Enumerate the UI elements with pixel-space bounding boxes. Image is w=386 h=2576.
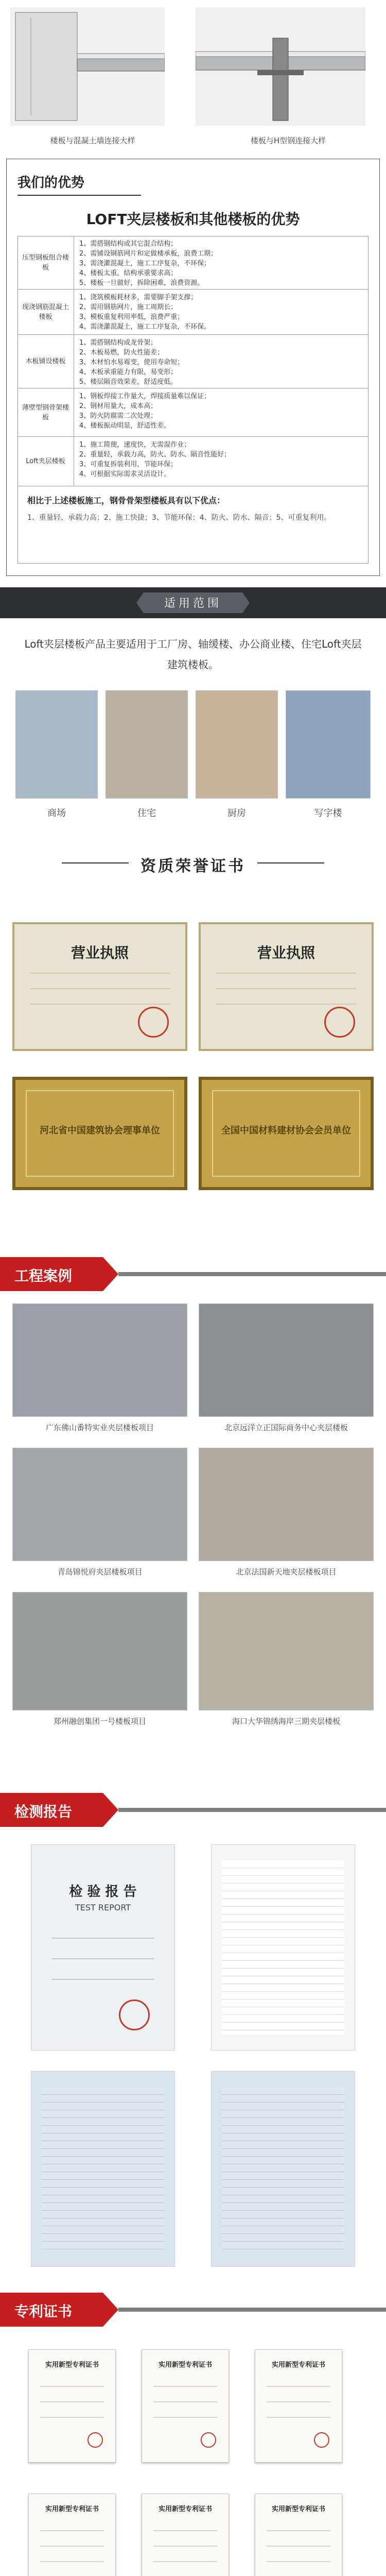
case-label: 青岛锦悦府夹层楼板项目 — [57, 1567, 143, 1577]
row-line: 1、需搭钢结构或其它混合结构； — [79, 240, 178, 248]
patent-banner — [0, 2293, 386, 2327]
report-page — [31, 2071, 175, 2267]
row-line: 4、可根据实际需求灵活设计。 — [79, 470, 171, 478]
row-line: 2、钢材用量大，成本高； — [79, 402, 157, 410]
scope-label: 住宅 — [137, 808, 156, 819]
case-image — [199, 1592, 374, 1710]
row-line: 1、施工简便，速度快，无需湿作业； — [79, 441, 191, 449]
plaque-text: 全国中国材料建材协会会员单位 — [221, 1125, 351, 1136]
report-text-block — [222, 2087, 344, 2251]
summary-box — [17, 486, 369, 564]
report-title: 检 验 报 告 — [69, 1884, 137, 1900]
license-cert-2 — [199, 922, 374, 1051]
case-image — [199, 1303, 374, 1417]
report-cover — [31, 1844, 175, 2050]
honor-section — [0, 922, 386, 1252]
row-key: 薄壁型钢骨架楼板 — [17, 388, 74, 436]
patent-line — [267, 2546, 330, 2547]
patent-section — [0, 2293, 386, 2576]
honor-banner — [0, 845, 386, 881]
patent-line — [40, 2417, 104, 2418]
row-line: 2、重量轻，承载力高，防火、防水、隔音性能好； — [79, 451, 231, 459]
row-line: 5、楼层隔音效果差，舒适度低。 — [79, 378, 178, 386]
patent-cert — [255, 2349, 342, 2463]
row-line: 3、需浇灌混凝土，施工工序复杂，不环保； — [79, 260, 211, 267]
patent-line — [267, 2530, 330, 2531]
summary-title: 相比于上述楼板施工，钢骨骨架型楼板具有以下优点： — [27, 496, 225, 505]
row-value — [74, 290, 369, 334]
patent-line — [267, 2401, 330, 2402]
table-row — [17, 437, 369, 486]
advantage-section — [0, 159, 386, 581]
row-key: 现浇钢筋混凝土楼板 — [17, 290, 74, 334]
patent-line — [267, 2386, 330, 2387]
report-page — [211, 1844, 355, 2050]
row-value — [74, 437, 369, 486]
cert-line — [30, 1004, 170, 1005]
honor-banner-text: 资质荣誉证书 — [141, 857, 245, 875]
patent-line — [153, 2417, 217, 2418]
plaque-2 — [199, 1077, 374, 1190]
table-row — [17, 236, 369, 290]
patent-title: 实用新型专利证书 — [158, 2361, 212, 2369]
patent-title: 实用新型专利证书 — [271, 2361, 325, 2369]
row-line: 3、可重复拆装利用，节能环保； — [79, 461, 178, 468]
scope-image-kitchen — [196, 690, 278, 799]
row-value — [74, 236, 369, 289]
patent-banner-text: 专利证书 — [14, 2303, 73, 2320]
report-banner-text: 检测报告 — [14, 1803, 73, 1820]
case-label: 北京远洋立正国际商务中心夹层楼板 — [224, 1423, 348, 1432]
row-key: 压型钢板组合楼板 — [17, 236, 74, 289]
report-text-block — [222, 1860, 344, 2035]
row-key: Loft夹层楼板 — [17, 437, 74, 486]
case-image — [12, 1592, 187, 1710]
cases-section — [0, 1257, 386, 1783]
scope-text: Loft夹层楼板产品主要适用于工厂房、轴缓楼、办公商业楼、住宅Loft夹层建筑楼板。 — [24, 638, 362, 671]
patent-cert — [142, 2494, 229, 2576]
cert-line — [216, 973, 356, 974]
banner-bar — [118, 1272, 386, 1276]
summary-text: 1、重量轻、承载力高；2、施工快捷；3、节能环保；4、防火、防水、隔音；5、可重复利用。 — [27, 514, 331, 522]
plaque-1 — [12, 1077, 187, 1190]
cert-line — [216, 1004, 356, 1005]
cert-title: 营业执照 — [257, 944, 315, 961]
scope-section — [0, 587, 386, 917]
case-image — [12, 1303, 187, 1417]
advantage-heading: 我们的优势 — [17, 175, 85, 191]
case-image — [12, 1448, 187, 1561]
row-line: 4、楼板太重，结构承重要求高； — [79, 269, 178, 277]
report-section — [0, 1793, 386, 2287]
scope-image-office — [286, 690, 371, 799]
case-label: 郑州融创集团一号楼板项目 — [53, 1717, 146, 1726]
case-label: 北京法国新天地夹层楼板项目 — [236, 1567, 337, 1577]
patent-line — [153, 2530, 217, 2531]
scope-banner — [0, 587, 386, 618]
report-subtitle: TEST REPORT — [75, 1903, 131, 1912]
scope-label: 商场 — [47, 808, 66, 819]
row-line: 1、需搭钢结构或龙骨架； — [79, 339, 157, 347]
patent-line — [153, 2386, 217, 2387]
scope-banner-text: 适用范围 — [164, 597, 222, 610]
drawing-left — [10, 7, 165, 126]
cases-banner — [0, 1257, 386, 1291]
patent-line — [40, 2561, 104, 2562]
banner-bar — [118, 2308, 386, 2312]
scope-image-house — [106, 690, 188, 799]
report-line — [52, 1958, 154, 1959]
case-label: 广东佛山番特实业夹层楼板项目 — [45, 1423, 154, 1432]
cert-line — [216, 988, 356, 989]
scope-label: 写字楼 — [314, 808, 342, 819]
row-line: 2、需铺设钢筋网片和定做楼承板，浪费工期； — [79, 250, 218, 258]
report-page — [211, 2071, 355, 2267]
seal-icon — [138, 1007, 169, 1038]
patent-line — [40, 2386, 104, 2387]
patent-title: 实用新型专利证书 — [271, 2505, 325, 2513]
cert-title: 营业执照 — [71, 944, 129, 961]
table-row — [17, 290, 369, 335]
table-row — [17, 335, 369, 388]
cases-banner-text: 工程案例 — [14, 1267, 73, 1284]
caption-right: 楼板与H型钢连接大样 — [250, 136, 326, 145]
patent-line — [40, 2401, 104, 2402]
patent-cert — [255, 2494, 342, 2576]
patent-line — [267, 2417, 330, 2418]
plaque-text: 河北省中国建筑协会理事单位 — [40, 1125, 160, 1136]
patent-title: 实用新型专利证书 — [45, 2361, 99, 2369]
patent-title: 实用新型专利证书 — [45, 2505, 99, 2513]
seal-icon — [314, 2432, 329, 2448]
caption-left: 楼板与混凝土墙连接大样 — [50, 136, 135, 145]
patent-title: 实用新型专利证书 — [158, 2505, 212, 2513]
patent-line — [153, 2546, 217, 2547]
top-drawings — [0, 0, 386, 155]
row-line: 3、防火防腐需二次处理； — [79, 412, 157, 420]
row-value — [74, 335, 369, 388]
scope-image-mall — [15, 690, 98, 799]
row-line: 5、楼板一旦做好，拆除困难，浪费资源。 — [79, 279, 204, 287]
row-line: 1、钢板焊接工作量大，焊接质量难以保证； — [79, 393, 211, 400]
case-label: 海口大华锦绣海岸三期夹层楼板 — [232, 1717, 340, 1726]
table-row — [17, 388, 369, 437]
seal-icon — [119, 1999, 150, 2030]
cert-line — [30, 988, 170, 989]
heading-underline — [17, 195, 141, 196]
row-line: 4、木板承重能力有限，易变形； — [79, 368, 178, 376]
patent-cert — [142, 2349, 229, 2463]
license-cert-1 — [12, 922, 187, 1051]
patent-line — [40, 2546, 104, 2547]
case-image — [199, 1448, 374, 1561]
patent-line — [153, 2561, 217, 2562]
patent-cert — [28, 2349, 116, 2463]
row-line: 2、木板易燃，防火性能差； — [79, 349, 164, 357]
seal-icon — [201, 2432, 216, 2448]
report-line — [52, 1979, 154, 1980]
cert-line — [30, 973, 170, 974]
seal-icon — [324, 1007, 355, 1038]
drawing-right — [196, 7, 365, 126]
scope-label: 厨房 — [227, 808, 246, 819]
row-line: 1、浇筑模板耗材多，需要脚手架支撑； — [79, 294, 198, 301]
patent-line — [40, 2530, 104, 2531]
row-line: 3、模板重复利用率低，浪费严重； — [79, 313, 184, 321]
row-value — [74, 388, 369, 436]
patent-line — [153, 2401, 217, 2402]
row-line: 4、楼板振动明显，舒适性差。 — [79, 422, 171, 430]
report-banner — [0, 1793, 386, 1827]
row-line: 4、需浇灌混凝土，施工工序复杂，不环保。 — [79, 323, 211, 331]
advantage-title: LOFT夹层楼板和其他楼板的优势 — [86, 211, 300, 228]
row-line: 2、需用钢筋网片，施工周期长； — [79, 303, 178, 311]
row-line: 3、木材怕水易霉变，使用寿命短； — [79, 359, 184, 366]
row-key: 木板铺设楼板 — [17, 335, 74, 388]
patent-line — [267, 2561, 330, 2562]
report-text-block — [42, 2087, 164, 2251]
seal-icon — [87, 2432, 103, 2448]
patent-cert — [28, 2494, 116, 2576]
report-line — [52, 1938, 154, 1939]
banner-bar — [118, 1808, 386, 1812]
